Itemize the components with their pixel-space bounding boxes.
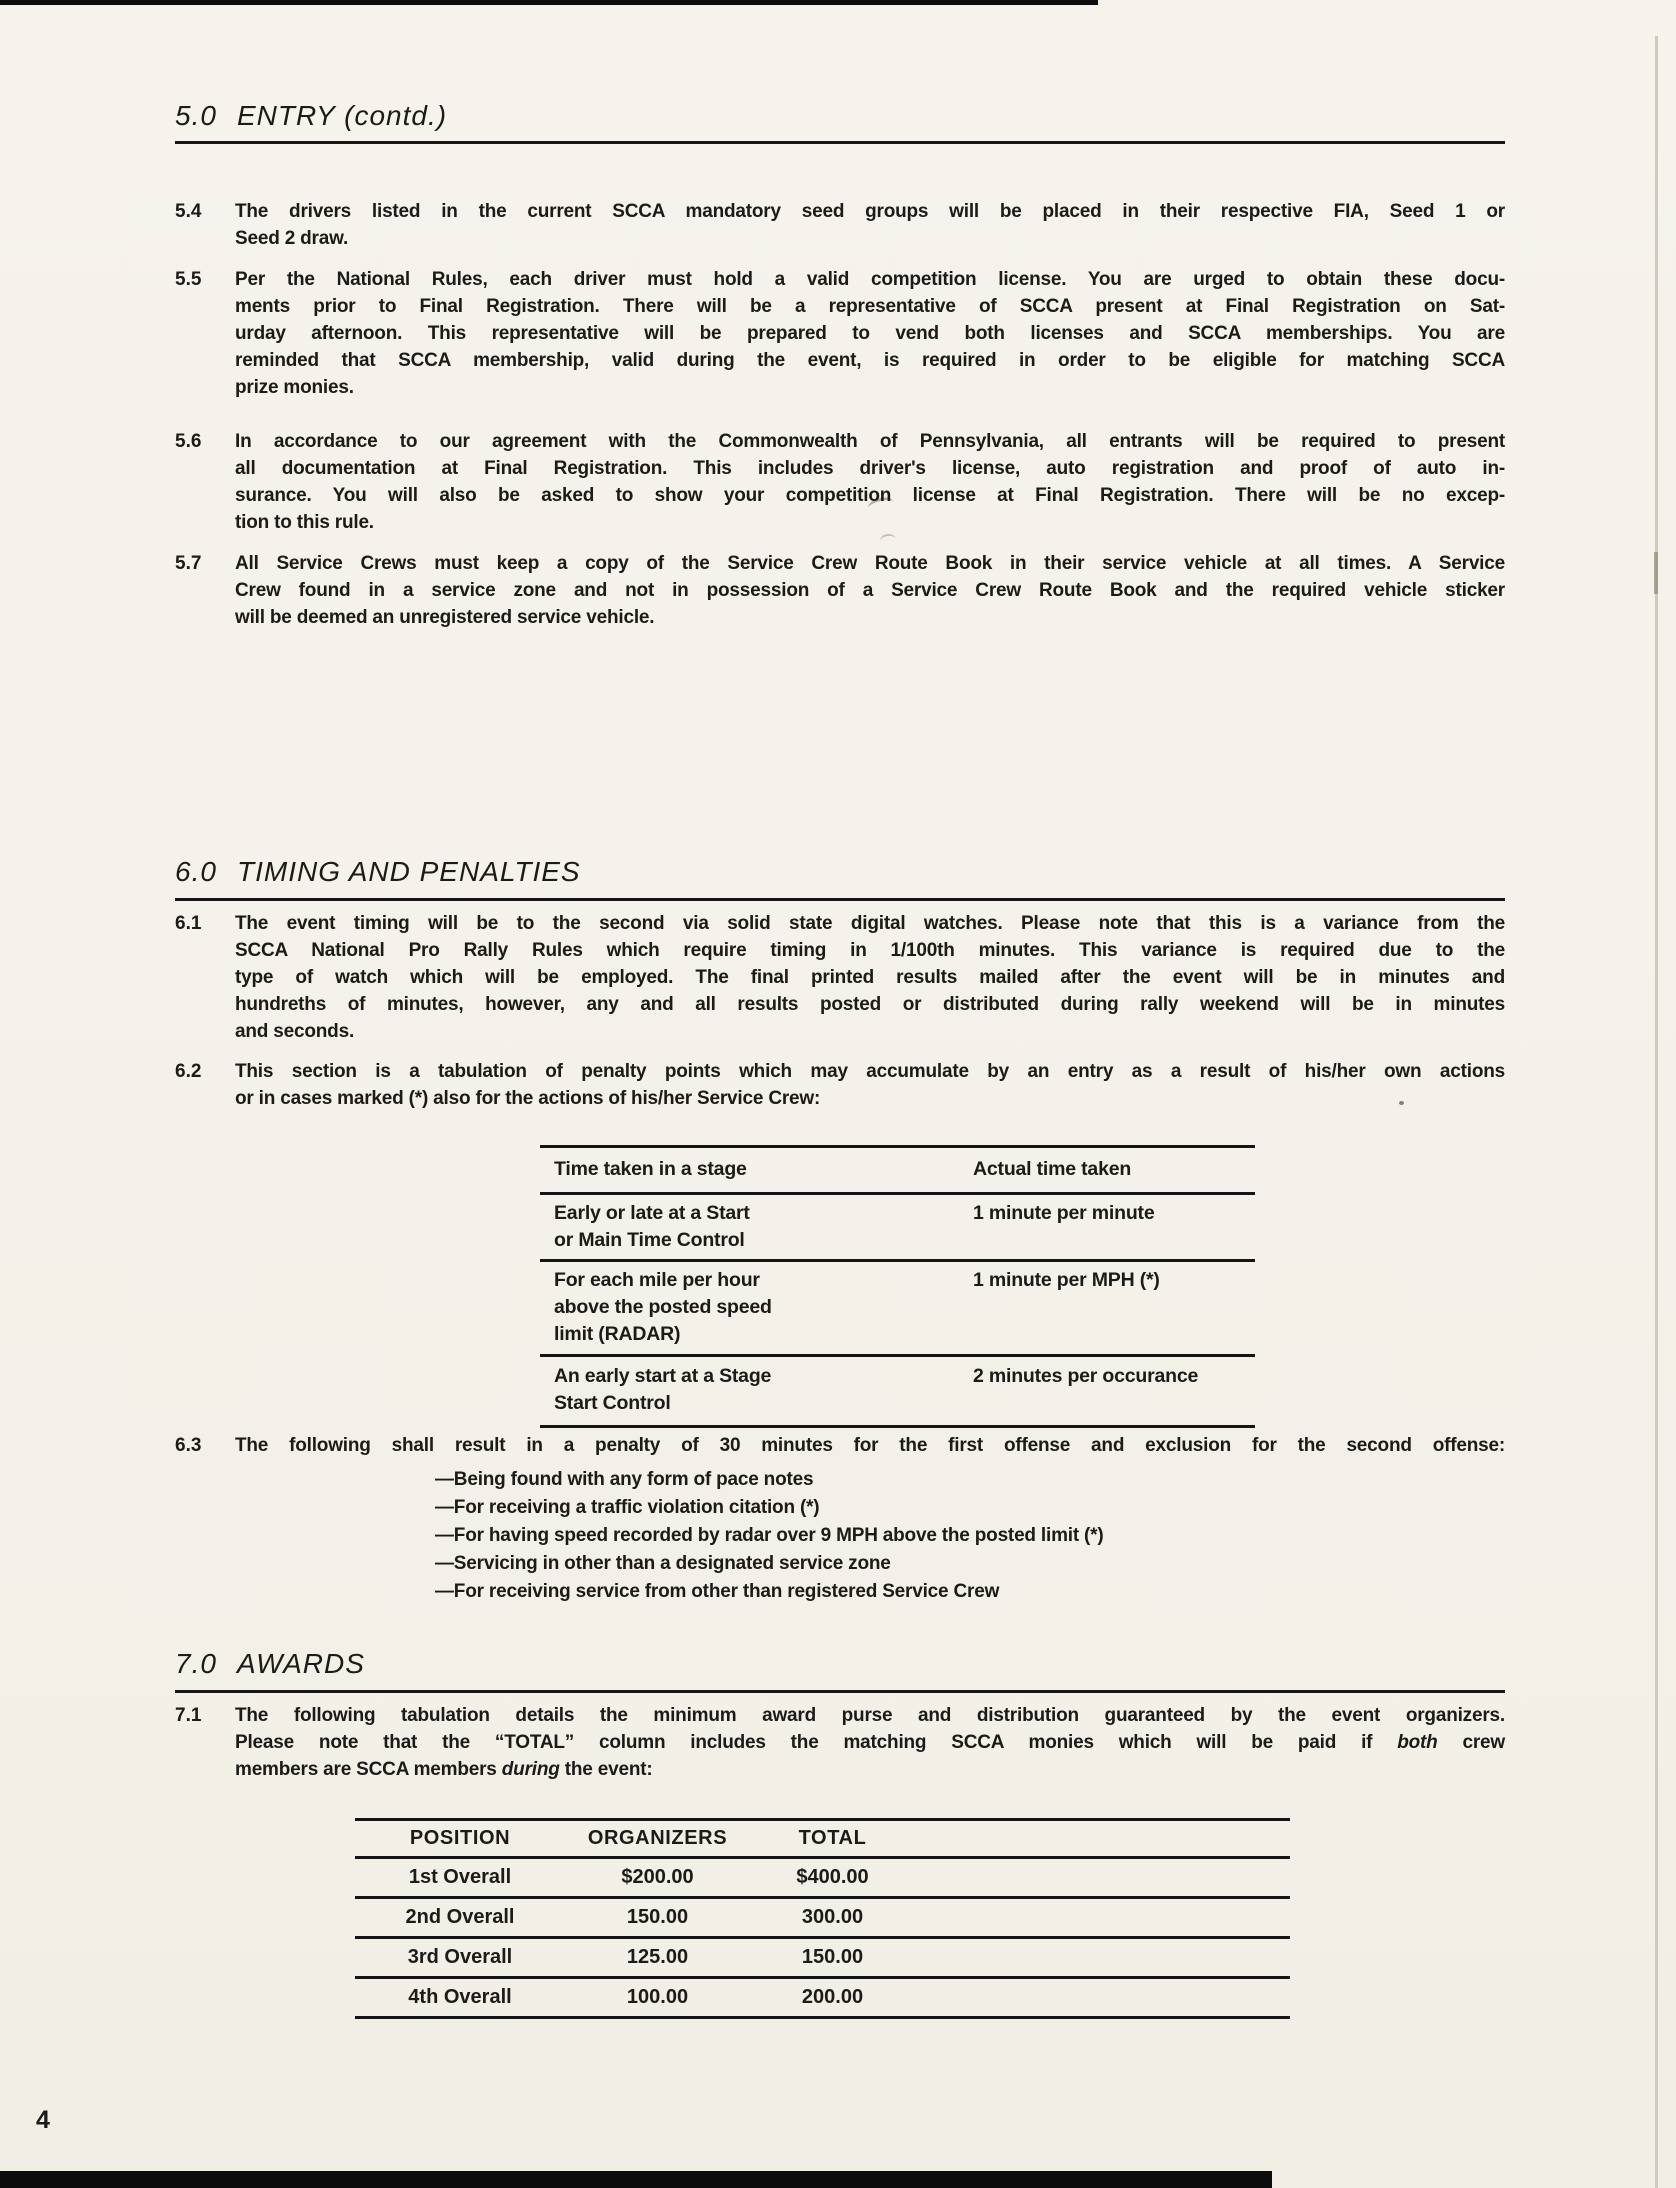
paragraph xyxy=(235,198,1505,252)
awards-row xyxy=(355,1939,1290,1979)
penalty-table xyxy=(540,1145,1255,1428)
cell-line: limit (RADAR) xyxy=(554,1323,681,1345)
penalty-table-row xyxy=(540,1357,1255,1428)
section-7-1 xyxy=(175,1702,1505,1783)
text-segment: members are SCCA members xyxy=(235,1759,502,1780)
penalty-cause-cell xyxy=(540,1267,965,1348)
text-segment: crew xyxy=(1437,1732,1505,1753)
text-line: Per the National Rules, each driver must hold a valid competition license. You are urged to obtain these docu- xyxy=(235,269,1505,290)
penalty-table-row xyxy=(540,1195,1255,1262)
italic-word: during xyxy=(501,1759,560,1780)
section-number: 5.6 xyxy=(175,431,202,452)
paragraph xyxy=(235,910,1505,1045)
awards-header-row xyxy=(355,1821,1290,1859)
heading-number: 5.0 xyxy=(175,100,217,131)
paragraph xyxy=(235,1432,1505,1459)
penalty-table-header-row xyxy=(540,1148,1255,1195)
paragraph xyxy=(235,428,1505,536)
text-line: reminded that SCCA membership, valid during the event, is required in order to be eligible for matching SCCA xyxy=(235,350,1505,371)
awards-position-cell: 3rd Overall xyxy=(407,1946,513,1968)
text-line: hundreths of minutes, however, any and all results posted or distributed during rally weekend will be in minutes xyxy=(235,994,1505,1015)
cell-line: above the posted speed xyxy=(554,1296,772,1318)
heading-rule xyxy=(175,141,1505,144)
text-line xyxy=(235,1756,1505,1783)
top-scan-bar xyxy=(0,0,1098,5)
penalty-amount-cell xyxy=(965,1363,1255,1417)
cell-line: For each mile per hour xyxy=(554,1269,760,1291)
penalty-cause-cell xyxy=(540,1200,965,1254)
awards-organizers-cell: $200.00 xyxy=(621,1866,694,1888)
section-number: 7.1 xyxy=(175,1705,202,1726)
text-line: type of watch which will be employed. The final printed results mailed after the event will be in minutes and xyxy=(235,967,1505,988)
scan-artifact-edge-nick xyxy=(1654,552,1658,594)
list-item: —For having speed recorded by radar over 9 MPH above the posted limit (*) xyxy=(435,1525,1104,1546)
text-line: All Service Crews must keep a copy of the Service Crew Route Book in their service vehicle at all times. A Service xyxy=(235,553,1505,574)
section-number: 6.1 xyxy=(175,913,202,934)
text-line: surance. You will also be asked to show your competition license at Final Registration. There will be no excep- xyxy=(235,485,1505,506)
section-5-5 xyxy=(175,266,1505,401)
heading-title: TIMING AND PENALTIES xyxy=(237,856,581,887)
text-line: In accordance to our agreement with the Commonwealth of Pennsylvania, all entrants will be required to present xyxy=(235,431,1505,452)
penalty-amount-cell xyxy=(965,1200,1255,1254)
text-line: tion to this rule. xyxy=(235,512,374,533)
penalty-cause-cell xyxy=(540,1363,965,1417)
section-6-1 xyxy=(175,910,1505,1045)
cell-line: Early or late at a Start xyxy=(554,1202,750,1224)
heading-rule xyxy=(175,898,1505,901)
cell-line: Actual time taken xyxy=(973,1158,1132,1180)
list-item: —For receiving a traffic violation citation (*) xyxy=(435,1497,820,1518)
cell-line: 2 minutes per occurance xyxy=(973,1365,1199,1387)
section-heading-6-0 xyxy=(175,856,1505,888)
italic-word: both xyxy=(1397,1732,1438,1753)
awards-organizers-cell: 150.00 xyxy=(626,1906,689,1928)
bottom-scan-bar xyxy=(0,2171,1272,2188)
paragraph xyxy=(235,266,1505,401)
awards-header-position: POSITION xyxy=(409,1827,511,1849)
list-item: —For receiving service from other than registered Service Crew xyxy=(435,1581,1000,1602)
text-line: prize monies. xyxy=(235,377,354,398)
section-number: 5.7 xyxy=(175,553,202,574)
cell-line: or Main Time Control xyxy=(554,1229,745,1251)
text-line: will be deemed an unregistered service vehicle. xyxy=(235,607,655,628)
section-5-6 xyxy=(175,428,1505,536)
section-number: 6.2 xyxy=(175,1061,202,1082)
text-line: The following tabulation details the minimum award purse and distribution guaranteed by the event organizers. xyxy=(235,1705,1505,1726)
heading-title: ENTRY (contd.) xyxy=(237,100,448,131)
text-line: urday afternoon. This representative will be prepared to vend both licenses and SCCA memberships. You are xyxy=(235,323,1505,344)
penalty-offense-list xyxy=(435,1466,1104,1606)
cell-line: 1 minute per MPH (*) xyxy=(973,1269,1160,1291)
page-edge-shadow xyxy=(1655,36,1658,2188)
penalty-cause-cell xyxy=(540,1156,965,1183)
awards-total-cell: $400.00 xyxy=(796,1866,869,1888)
heading-number: 6.0 xyxy=(175,856,217,887)
penalty-table-row xyxy=(540,1262,1255,1357)
heading-rule xyxy=(175,1690,1505,1693)
text-line: or in cases marked (*) also for the actions of his/her Service Crew: xyxy=(235,1088,821,1109)
cell-line: 1 minute per minute xyxy=(973,1202,1155,1224)
text-segment: the event: xyxy=(559,1759,653,1780)
cell-line: An early start at a Stage xyxy=(554,1365,772,1387)
text-line: The drivers listed in the current SCCA mandatory seed groups will be placed in their respective FIA, Seed 1 or xyxy=(235,201,1505,222)
section-5-4 xyxy=(175,198,1505,252)
text-line: The following shall result in a penalty of 30 minutes for the first offense and exclusion for the second offense: xyxy=(235,1435,1505,1456)
text-line: This section is a tabulation of penalty points which may accumulate by an entry as a result of his/her own actions xyxy=(235,1061,1505,1082)
text-segment: Please note that the “TOTAL” column includes the matching SCCA monies which will be paid if xyxy=(235,1732,1398,1753)
text-line: ments prior to Final Registration. There will be a representative of SCCA present at Final Registration on Sat- xyxy=(235,296,1505,317)
page-number: 4 xyxy=(36,2106,50,2134)
cell-line: Time taken in a stage xyxy=(554,1158,747,1180)
awards-header-total: TOTAL xyxy=(798,1827,867,1849)
paragraph xyxy=(235,1058,1505,1112)
awards-position-cell: 1st Overall xyxy=(408,1866,512,1888)
section-number: 6.3 xyxy=(175,1435,202,1456)
awards-header-organizers: ORGANIZERS xyxy=(587,1827,728,1849)
section-6-2 xyxy=(175,1058,1505,1112)
heading-title: AWARDS xyxy=(237,1648,365,1679)
section-number: 5.4 xyxy=(175,201,202,222)
awards-position-cell: 2nd Overall xyxy=(405,1906,515,1928)
section-heading-7-0 xyxy=(175,1648,1505,1680)
awards-row xyxy=(355,1859,1290,1899)
text-line: The event timing will be to the second via solid state digital watches. Please note that this is a variance from the xyxy=(235,913,1505,934)
awards-total-cell: 200.00 xyxy=(801,1986,864,2008)
heading-number: 7.0 xyxy=(175,1648,217,1679)
text-line: all documentation at Final Registration. This includes driver's license, auto registration and proof of auto in- xyxy=(235,458,1505,479)
text-line: Seed 2 draw. xyxy=(235,228,349,249)
awards-organizers-cell: 100.00 xyxy=(626,1986,689,2008)
text-line: Crew found in a service zone and not in possession of a Service Crew Route Book and the required vehicle sticker xyxy=(235,580,1505,601)
list-item: —Being found with any form of pace notes xyxy=(435,1469,814,1490)
cell-line: Start Control xyxy=(554,1392,671,1414)
awards-total-cell: 300.00 xyxy=(801,1906,864,1928)
paragraph xyxy=(235,1702,1505,1783)
awards-organizers-cell: 125.00 xyxy=(626,1946,689,1968)
section-number: 5.5 xyxy=(175,269,202,290)
text-line xyxy=(235,1729,1505,1756)
penalty-amount-cell xyxy=(965,1156,1255,1183)
section-6-3 xyxy=(175,1432,1505,1459)
awards-position-cell: 4th Overall xyxy=(408,1986,512,2008)
awards-row xyxy=(355,1899,1290,1939)
text-line: SCCA National Pro Rally Rules which require timing in 1/100th minutes. This variance is required due to the xyxy=(235,940,1505,961)
penalty-amount-cell xyxy=(965,1267,1255,1348)
section-heading-5-0 xyxy=(175,100,1505,132)
text-line: and seconds. xyxy=(235,1021,355,1042)
section-5-7 xyxy=(175,550,1505,631)
awards-table xyxy=(355,1818,1290,2019)
awards-total-cell: 150.00 xyxy=(801,1946,864,1968)
list-item: —Servicing in other than a designated service zone xyxy=(435,1553,891,1574)
paragraph xyxy=(235,550,1505,631)
awards-row xyxy=(355,1979,1290,2019)
